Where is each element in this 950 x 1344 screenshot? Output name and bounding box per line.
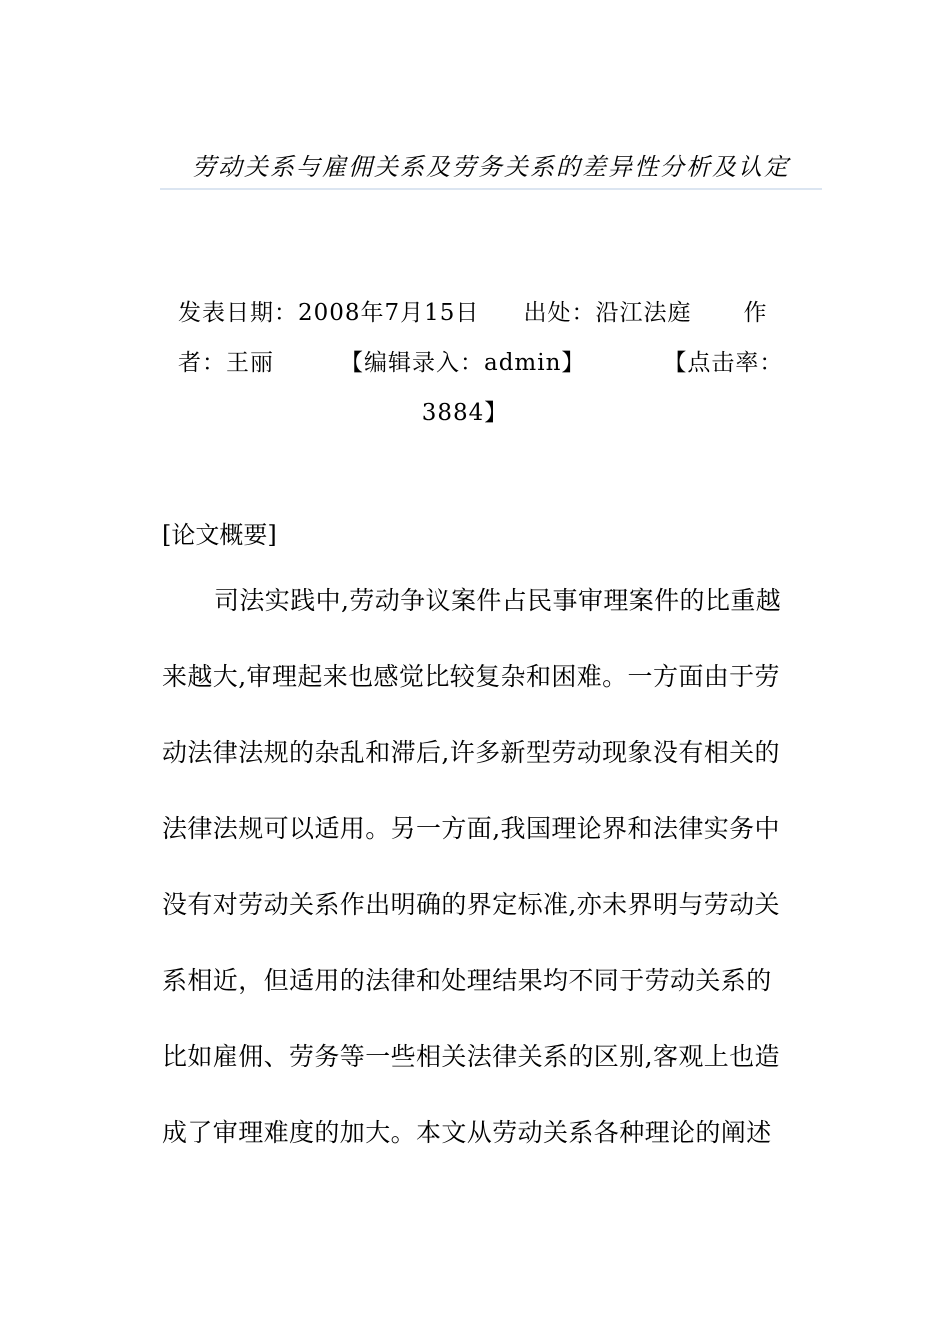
meta-line-3	[0, 398, 950, 428]
author-prefix: 作	[743, 300, 768, 326]
publish-date: 发表日期：2008年7月15日	[178, 300, 480, 326]
paragraph-line: 系相近，但适用的法律和处理结果均不同于劳动关系的	[162, 966, 772, 995]
hits-label: 【点击率：	[663, 350, 784, 376]
section-label: [论文概要]	[162, 521, 277, 549]
paragraph-line: 动法律法规的杂乱和滞后,许多新型劳动现象没有相关的	[162, 738, 780, 767]
meta-line-2	[178, 348, 783, 378]
source: 出处：沿江法庭	[523, 300, 692, 326]
hits-value: 3884】	[421, 400, 509, 426]
meta-line-1	[178, 298, 767, 328]
editor: 【编辑录入：admin】	[340, 350, 586, 376]
abstract-paragraph	[162, 582, 788, 1190]
title-underline	[160, 188, 822, 190]
author: 者：王丽	[178, 350, 274, 376]
paragraph-line: 成了审理难度的加大。本文从劳动关系各种理论的阐述	[162, 1118, 772, 1147]
paragraph-line: 法律法规可以适用。另一方面,我国理论界和法律实务中	[162, 814, 780, 843]
paragraph-line: 比如雇佣、劳务等一些相关法律关系的区别,客观上也造	[162, 1042, 780, 1071]
paragraph-line: 来越大,审理起来也感觉比较复杂和困难。一方面由于劳	[162, 662, 780, 691]
paragraph-line: 没有对劳动关系作出明确的界定标准,亦未界明与劳动关	[162, 890, 780, 919]
document-title: 劳动关系与雇佣关系及劳务关系的差异性分析及认定	[192, 153, 790, 181]
paragraph-line: 司法实践中,劳动争议案件占民事审理案件的比重越	[214, 586, 782, 615]
